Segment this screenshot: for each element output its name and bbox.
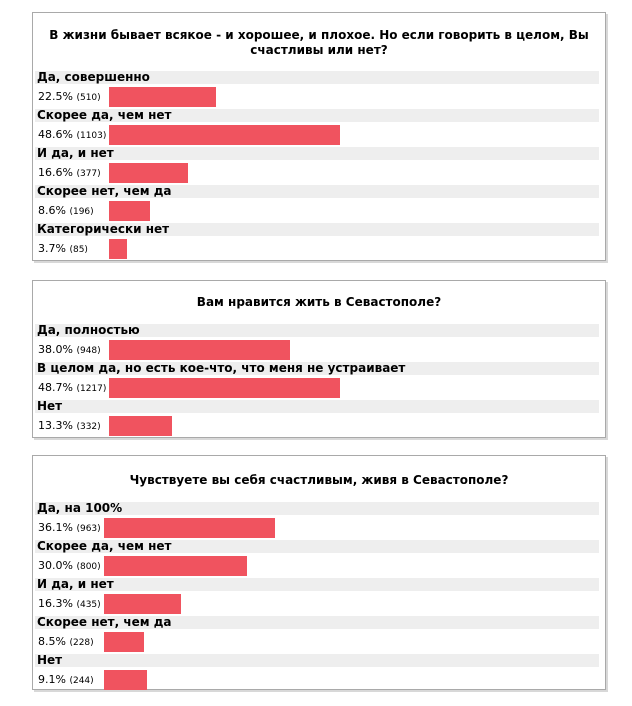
- result-bar: [109, 201, 150, 221]
- poll-options: [33, 71, 605, 261]
- option-count: (435): [76, 600, 101, 610]
- option-label: Скорее да, чем нет: [35, 109, 599, 122]
- poll-option: [33, 147, 605, 185]
- poll-question: Чувствуете вы себя счастливым, живя в Севастополе?: [129, 473, 509, 487]
- result-bar: [109, 239, 127, 259]
- result-bar: [104, 594, 181, 614]
- poll-happiness: [32, 12, 606, 261]
- option-label: И да, и нет: [35, 578, 599, 591]
- result-bar: [109, 416, 172, 436]
- option-label: В целом да, но есть кое-что, что меня не устраивает: [35, 362, 599, 375]
- option-percent: 8.5%: [38, 635, 66, 648]
- option-percent: 38.0%: [38, 343, 73, 356]
- option-count: (800): [76, 562, 101, 572]
- poll-option: [33, 362, 605, 400]
- option-percent: 13.3%: [38, 419, 73, 432]
- poll-options: [33, 324, 605, 438]
- option-percent: 30.0%: [38, 559, 73, 572]
- result-bar: [104, 556, 247, 576]
- option-label: Скорее нет, чем да: [35, 616, 599, 629]
- result-bar: [109, 163, 188, 183]
- result-bar: [109, 87, 216, 107]
- option-count: (1217): [76, 384, 107, 394]
- poll-option: [33, 71, 605, 109]
- result-bar: [104, 518, 275, 538]
- option-count: (948): [76, 346, 101, 356]
- option-percent: 3.7%: [38, 242, 66, 255]
- option-label: Да, совершенно: [35, 71, 599, 84]
- option-percent: 9.1%: [38, 673, 66, 686]
- option-label: Категорически нет: [35, 223, 599, 236]
- poll-option: [33, 540, 605, 578]
- option-count: (332): [76, 422, 101, 432]
- poll-options: [33, 502, 605, 692]
- poll-question: В жизни бывает всякое - и хорошее, и плохое. Но если говорить в целом, Вы счастливы или нет?: [49, 28, 589, 57]
- option-label: И да, и нет: [35, 147, 599, 160]
- option-count: (510): [76, 93, 101, 103]
- poll-option: [33, 578, 605, 616]
- poll-question: Вам нравится жить в Севастополе?: [196, 295, 442, 309]
- option-percent: 48.7%: [38, 381, 73, 394]
- result-bar: [104, 632, 144, 652]
- poll-option: [33, 223, 605, 261]
- option-count: (963): [76, 524, 101, 534]
- option-label: Нет: [35, 654, 599, 667]
- poll-option: [33, 654, 605, 692]
- option-percent: 48.6%: [38, 128, 73, 141]
- result-bar: [104, 670, 147, 690]
- poll-option: [33, 324, 605, 362]
- option-count: (244): [69, 676, 94, 686]
- option-count: (196): [69, 207, 94, 217]
- option-count: (377): [76, 169, 101, 179]
- option-label: Да, полностью: [35, 324, 599, 337]
- option-percent: 16.3%: [38, 597, 73, 610]
- option-percent: 16.6%: [38, 166, 73, 179]
- result-bar: [109, 378, 340, 398]
- option-label: Да, на 100%: [35, 502, 599, 515]
- poll-option: [33, 616, 605, 654]
- poll-option: [33, 502, 605, 540]
- option-label: Скорее да, чем нет: [35, 540, 599, 553]
- poll-option: [33, 400, 605, 438]
- result-bar: [109, 340, 290, 360]
- poll-sevastopol-living: [32, 280, 606, 438]
- option-percent: 8.6%: [38, 204, 66, 217]
- option-label: Нет: [35, 400, 599, 413]
- poll-option: [33, 109, 605, 147]
- option-count: (85): [69, 245, 88, 255]
- option-count: (1103): [76, 131, 107, 141]
- option-label: Скорее нет, чем да: [35, 185, 599, 198]
- option-percent: 22.5%: [38, 90, 73, 103]
- option-count: (228): [69, 638, 94, 648]
- poll-option: [33, 185, 605, 223]
- poll-happy-in-sevastopol: [32, 455, 606, 690]
- option-percent: 36.1%: [38, 521, 73, 534]
- result-bar: [109, 125, 340, 145]
